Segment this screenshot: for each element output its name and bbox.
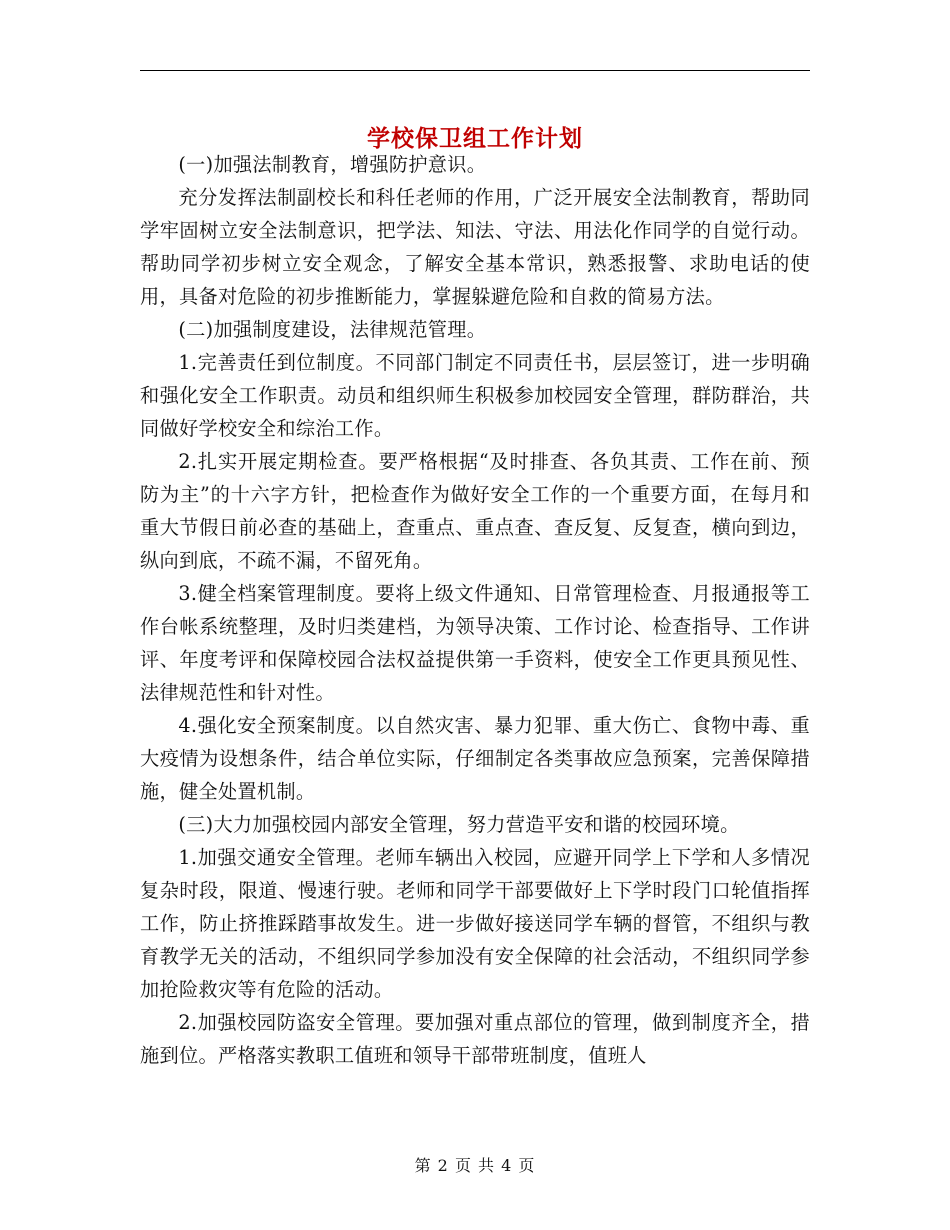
header-rule: [140, 70, 810, 71]
paragraph: 4.强化安全预案制度。以自然灾害、暴力犯罪、重大伤亡、食物中毒、重大疫情为设想条件，结合单位实际，仔细制定各类事故应急预案，完善保障措施，健全处置机制。: [140, 714, 810, 803]
document-body: [140, 148, 810, 1072]
paragraph: 3.健全档案管理制度。要将上级文件通知、日常管理检查、月报通报等工作台帐系统整理，及时归类建档，为领导决策、工作讨论、检查指导、工作讲评、年度考评和保障校园合法权益提供第一手资料，使安全工作更具预见性、法律规范性和针对性。: [140, 582, 810, 704]
page-number: 第 2 页 共 4 页: [414, 1156, 536, 1175]
paragraph: (一)加强法制教育，增强防护意识。: [178, 153, 487, 176]
paragraph: 1.加强交通安全管理。老师车辆出入校园，应避开同学上下学和人多情况复杂时段，限道、慢速行驶。老师和同学干部要做好上下学时段门口轮值指挥工作，防止挤推踩踏事故发生。进一步做好接送同学车辆的督管，不组织与教育教学无关的活动，不组织同学参加没有安全保障的社会活动，不组织同学参加抢险救灾等有危险的活动。: [140, 846, 810, 1001]
paragraph: 2.扎实开展定期检查。要严格根据“及时排查、各负其责、工作在前、预防为主”的十六字方针，把检查作为做好安全工作的一个重要方面，在每月和重大节假日前必查的基础上，查重点、重点查、查反复、反复查，横向到边，纵向到底，不疏不漏，不留死角。: [140, 450, 810, 572]
paragraph: (三)大力加强校园内部安全管理，努力营造平安和谐的校园环境。: [178, 813, 740, 836]
paragraph: 充分发挥法制副校长和科任老师的作用，广泛开展安全法制教育，帮助同学牢固树立安全法制意识，把学法、知法、守法、用法化作同学的自觉行动。帮助同学初步树立安全观念，了解安全基本常识，熟悉报警、求助电话的使用，具备对危险的初步推断能力，掌握躲避危险和自救的简易方法。: [140, 186, 810, 308]
paragraph: (二)加强制度建设，法律规范管理。: [178, 318, 487, 341]
document-title: 学校保卫组工作计划: [367, 125, 583, 153]
paragraph: 2.加强校园防盗安全管理。要加强对重点部位的管理，做到制度齐全，措施到位。严格落实教职工值班和领导干部带班制度，值班人: [140, 1011, 810, 1067]
paragraph: 1.完善责任到位制度。不同部门制定不同责任书，层层签订，进一步明确和强化安全工作职责。动员和组织师生积极参加校园安全管理，群防群治，共同做好学校安全和综治工作。: [140, 351, 810, 440]
